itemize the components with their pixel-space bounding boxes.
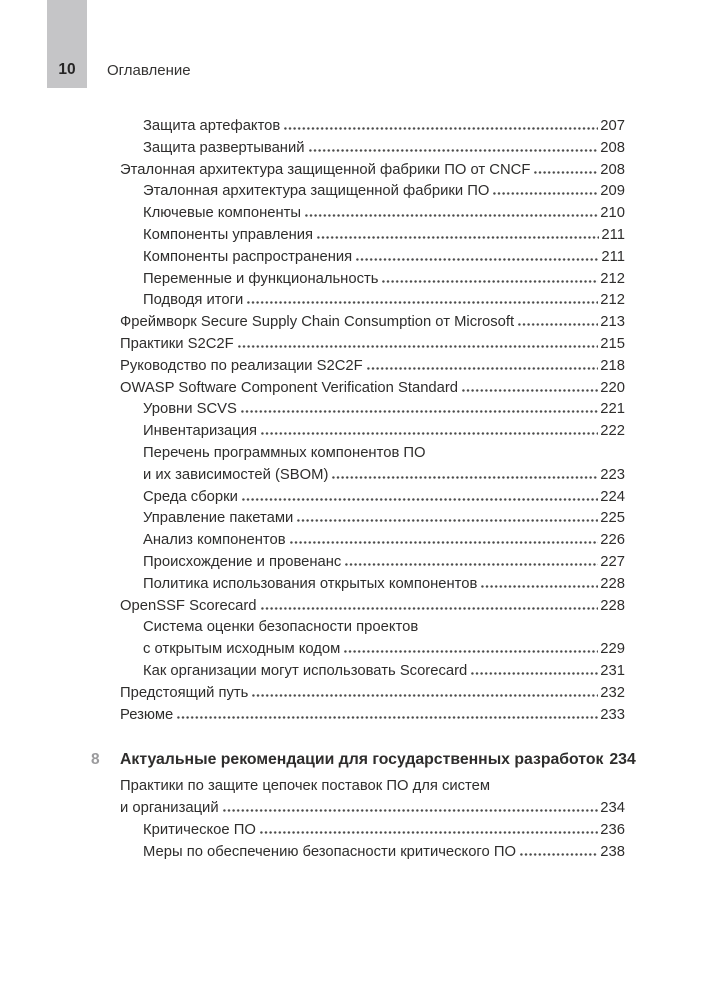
- dot-leader: [356, 248, 599, 261]
- toc-entry-title: Эталонная архитектура защищенной фабрики ПО от CNCF: [120, 161, 531, 178]
- toc-entry: [120, 269, 625, 291]
- toc-entry-page: 212: [600, 270, 625, 287]
- toc-entry: [120, 138, 625, 160]
- toc-entry: [120, 225, 625, 247]
- toc-entry-page: 210: [600, 205, 625, 222]
- toc-entry: [120, 661, 625, 683]
- toc-entry-title: Уровни SCVS: [143, 401, 237, 418]
- toc-entry-page: 215: [600, 335, 625, 352]
- toc-entry: [120, 820, 625, 842]
- toc-entry-page: 208: [600, 139, 625, 156]
- toc-entry-title: Политика использования открытых компонентов: [143, 575, 478, 592]
- toc-entry-page: 208: [600, 161, 625, 178]
- dot-leader: [260, 821, 598, 834]
- toc-entry-title: и организаций: [120, 800, 219, 817]
- toc-entry-title: Подводя итоги: [143, 292, 244, 309]
- toc-entry-title: OpenSSF Scorecard: [120, 597, 257, 614]
- toc-entry-title: Компоненты распространения: [143, 248, 353, 265]
- dot-leader: [238, 335, 599, 348]
- toc-entry: [120, 334, 625, 356]
- toc-entry: [120, 617, 625, 639]
- toc-entry: [120, 705, 625, 727]
- toc-entry-title: Управление пакетами: [143, 510, 294, 527]
- toc-section: [120, 116, 625, 726]
- toc-entry: [120, 487, 625, 509]
- toc-entry-page: 223: [600, 466, 625, 483]
- toc-entry: [120, 181, 625, 203]
- dot-leader: [520, 843, 598, 856]
- toc-entry: [120, 508, 625, 530]
- dot-leader: [518, 313, 598, 326]
- toc-entry-page: 228: [600, 597, 625, 614]
- dot-leader: [305, 204, 598, 217]
- toc-entry: [120, 312, 625, 334]
- toc-entry-page: 220: [600, 379, 625, 396]
- chapter-number: 8: [91, 751, 100, 769]
- toc-entry-page: 218: [600, 357, 625, 374]
- dot-leader: [223, 799, 599, 812]
- toc-entry-page: 234: [600, 800, 625, 817]
- dot-leader: [261, 422, 598, 435]
- toc-entry: [120, 247, 625, 269]
- dot-leader: [534, 161, 598, 174]
- toc-entry-page: 226: [600, 532, 625, 549]
- toc-entry-title: Защита артефактов: [143, 118, 281, 134]
- toc-entry-title: Система оценки безопасности проектов: [143, 619, 419, 636]
- toc-entry: [120, 683, 625, 705]
- toc-entry: [120, 378, 625, 400]
- toc-entry-title: OWASP Software Component Verification Standard: [120, 379, 459, 396]
- toc-entry-page: 231: [600, 662, 625, 679]
- toc-entry: [120, 399, 625, 421]
- toc-entry-page: 211: [601, 248, 625, 265]
- toc-entry-page: 229: [600, 641, 625, 658]
- dot-leader: [317, 226, 599, 239]
- toc-entry-title: Как организации могут использовать Scorecard: [143, 662, 468, 679]
- toc-entry-title: Руководство по реализации S2C2F: [120, 357, 363, 374]
- toc-entry: [120, 443, 625, 465]
- dot-leader: [284, 117, 598, 130]
- toc-entry-page: 227: [600, 553, 625, 570]
- folio-bar: [47, 0, 87, 88]
- toc-entry-page: 222: [600, 423, 625, 440]
- toc-entry: [120, 798, 625, 820]
- dot-leader: [290, 531, 599, 544]
- toc-entry-title: Фреймворк Secure Supply Chain Consumption от Microsoft: [120, 314, 515, 331]
- toc-entry-title: с открытым исходным кодом: [143, 641, 341, 658]
- page-number: 10: [58, 61, 76, 78]
- toc-entry-page: 225: [600, 510, 625, 527]
- toc-entry: [120, 639, 625, 661]
- toc-entry: [120, 356, 625, 378]
- dot-leader: [462, 379, 598, 392]
- toc-entry-title: Критическое ПО: [143, 821, 256, 838]
- toc-entry-page: 221: [600, 401, 625, 418]
- dot-leader: [241, 400, 598, 413]
- toc-entry-page: 211: [601, 226, 625, 243]
- toc-entry: [120, 776, 625, 798]
- toc-entry-page: 228: [600, 575, 625, 592]
- toc-entry-title: Среда сборки: [143, 488, 238, 505]
- toc-entry: [120, 574, 625, 596]
- toc-entry: [120, 465, 625, 487]
- toc-entry-page: 238: [600, 843, 625, 860]
- dot-leader: [177, 706, 598, 719]
- toc-entry-page: 224: [600, 488, 625, 505]
- dot-leader: [309, 139, 599, 152]
- toc-entry-title: Практики S2C2F: [120, 335, 234, 352]
- dot-leader: [297, 509, 598, 522]
- chapter-page: 234: [609, 751, 636, 769]
- toc-entry-title: Эталонная архитектура защищенной фабрики ПО: [143, 183, 490, 200]
- toc-entry-title: Перечень программных компонентов ПО: [143, 444, 426, 461]
- toc-entry: [120, 160, 625, 182]
- toc-entry: [120, 203, 625, 225]
- dot-leader: [247, 291, 598, 304]
- dot-leader: [481, 575, 598, 588]
- toc-entry: [120, 596, 625, 618]
- toc-entry-title: Меры по обеспечению безопасности критического ПО: [143, 843, 516, 860]
- dot-leader: [493, 182, 598, 195]
- toc-entry-title: Компоненты управления: [143, 226, 314, 243]
- toc-entry-page: 209: [600, 183, 625, 200]
- toc-entry: [120, 530, 625, 552]
- toc-entry: [120, 842, 625, 864]
- toc-entry-page: 236: [600, 821, 625, 838]
- dot-leader: [242, 488, 598, 501]
- toc-entry-title: Предстоящий путь: [120, 684, 249, 701]
- toc-entry-title: Инвентаризация: [143, 423, 258, 440]
- dot-leader: [332, 466, 598, 479]
- dot-leader: [345, 553, 598, 566]
- toc-entry-title: Защита развертываний: [143, 139, 305, 156]
- toc-entry-title: Переменные и функциональность: [143, 270, 379, 287]
- chapter-title: Актуальные рекомендации для государственных разработок: [120, 751, 604, 769]
- toc-chapter-heading: [91, 749, 636, 771]
- toc-entry: [120, 552, 625, 574]
- table-of-contents: [91, 116, 636, 864]
- dot-leader: [252, 684, 598, 697]
- running-head: Оглавление: [107, 62, 191, 79]
- toc-entry: [120, 421, 625, 443]
- toc-entry-page: 232: [600, 684, 625, 701]
- toc-entry: [120, 116, 625, 138]
- toc-section: [120, 776, 625, 863]
- dot-leader: [471, 662, 598, 675]
- toc-entry-title: Практики по защите цепочек поставок ПО для систем: [120, 778, 491, 795]
- toc-entry: [120, 290, 625, 312]
- toc-entry-title: Ключевые компоненты: [143, 205, 302, 222]
- toc-entry-page: 213: [600, 314, 625, 331]
- toc-entry-page: 233: [600, 706, 625, 723]
- toc-entry-title: Анализ компонентов: [143, 532, 286, 549]
- dot-leader: [367, 357, 599, 370]
- dot-leader: [261, 597, 599, 610]
- toc-entry-title: и их зависимостей (SBOM): [143, 466, 329, 483]
- toc-entry-title: Происхождение и провенанс: [143, 553, 342, 570]
- toc-entry-page: 212: [600, 292, 625, 309]
- dot-leader: [382, 270, 598, 283]
- dot-leader: [344, 640, 598, 653]
- toc-entry-title: Резюме: [120, 706, 174, 723]
- toc-entry-page: 207: [600, 118, 625, 134]
